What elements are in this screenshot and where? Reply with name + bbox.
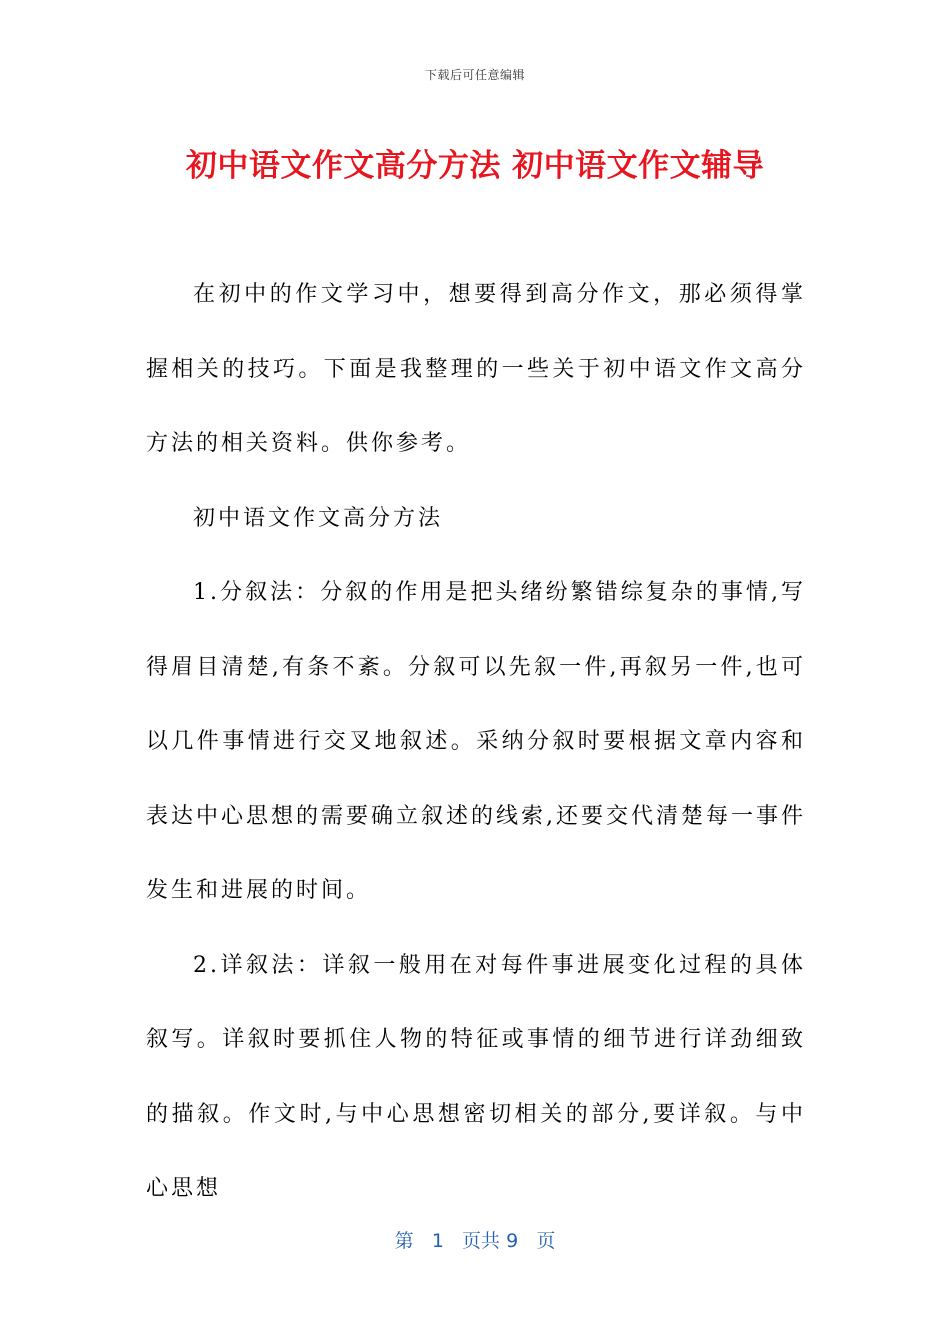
header-note: 下载后可任意编辑 [424, 68, 525, 82]
paragraph-method-1: 1.分叙法：分叙的作用是把头绪纷繁错综复杂的事情,写得眉目清楚,有条不紊。分叙可以先叙一件,再叙另一件,也可以几件事情进行交叉地叙述。采纳分叙时要根据文章内容和表达中心思想的需要确立叙述的线索,还要交代清楚每一事件发生和进展的时间。 [146, 580, 806, 903]
document-body [146, 258, 806, 1227]
paragraph-intro: 在初中的作文学习中，想要得到高分作文，那必须得掌握相关的技巧。下面是我整理的一些关于初中语文作文高分方法的相关资料。供你参考。 [146, 282, 806, 456]
total-pages-number: 9 [506, 1230, 519, 1252]
footer-prefix: 第 [394, 1230, 414, 1252]
paragraph-method-2: 2.详叙法：详叙一般用在对每件事进展变化过程的具体叙写。详叙时要抓住人物的特征或事情的细节进行详劲细致的描叙。作文时,与中心思想密切相关的部分,要详叙。与中心思想 [146, 952, 806, 1201]
page-footer [0, 1226, 950, 1253]
paragraph-section-heading: 初中语文作文高分方法 [193, 505, 444, 531]
current-page-number: 1 [431, 1230, 444, 1252]
footer-middle: 页共 [462, 1230, 501, 1252]
footer-suffix: 页 [536, 1230, 556, 1252]
document-title: 初中语文作文高分方法 初中语文作文辅导 [185, 148, 765, 184]
